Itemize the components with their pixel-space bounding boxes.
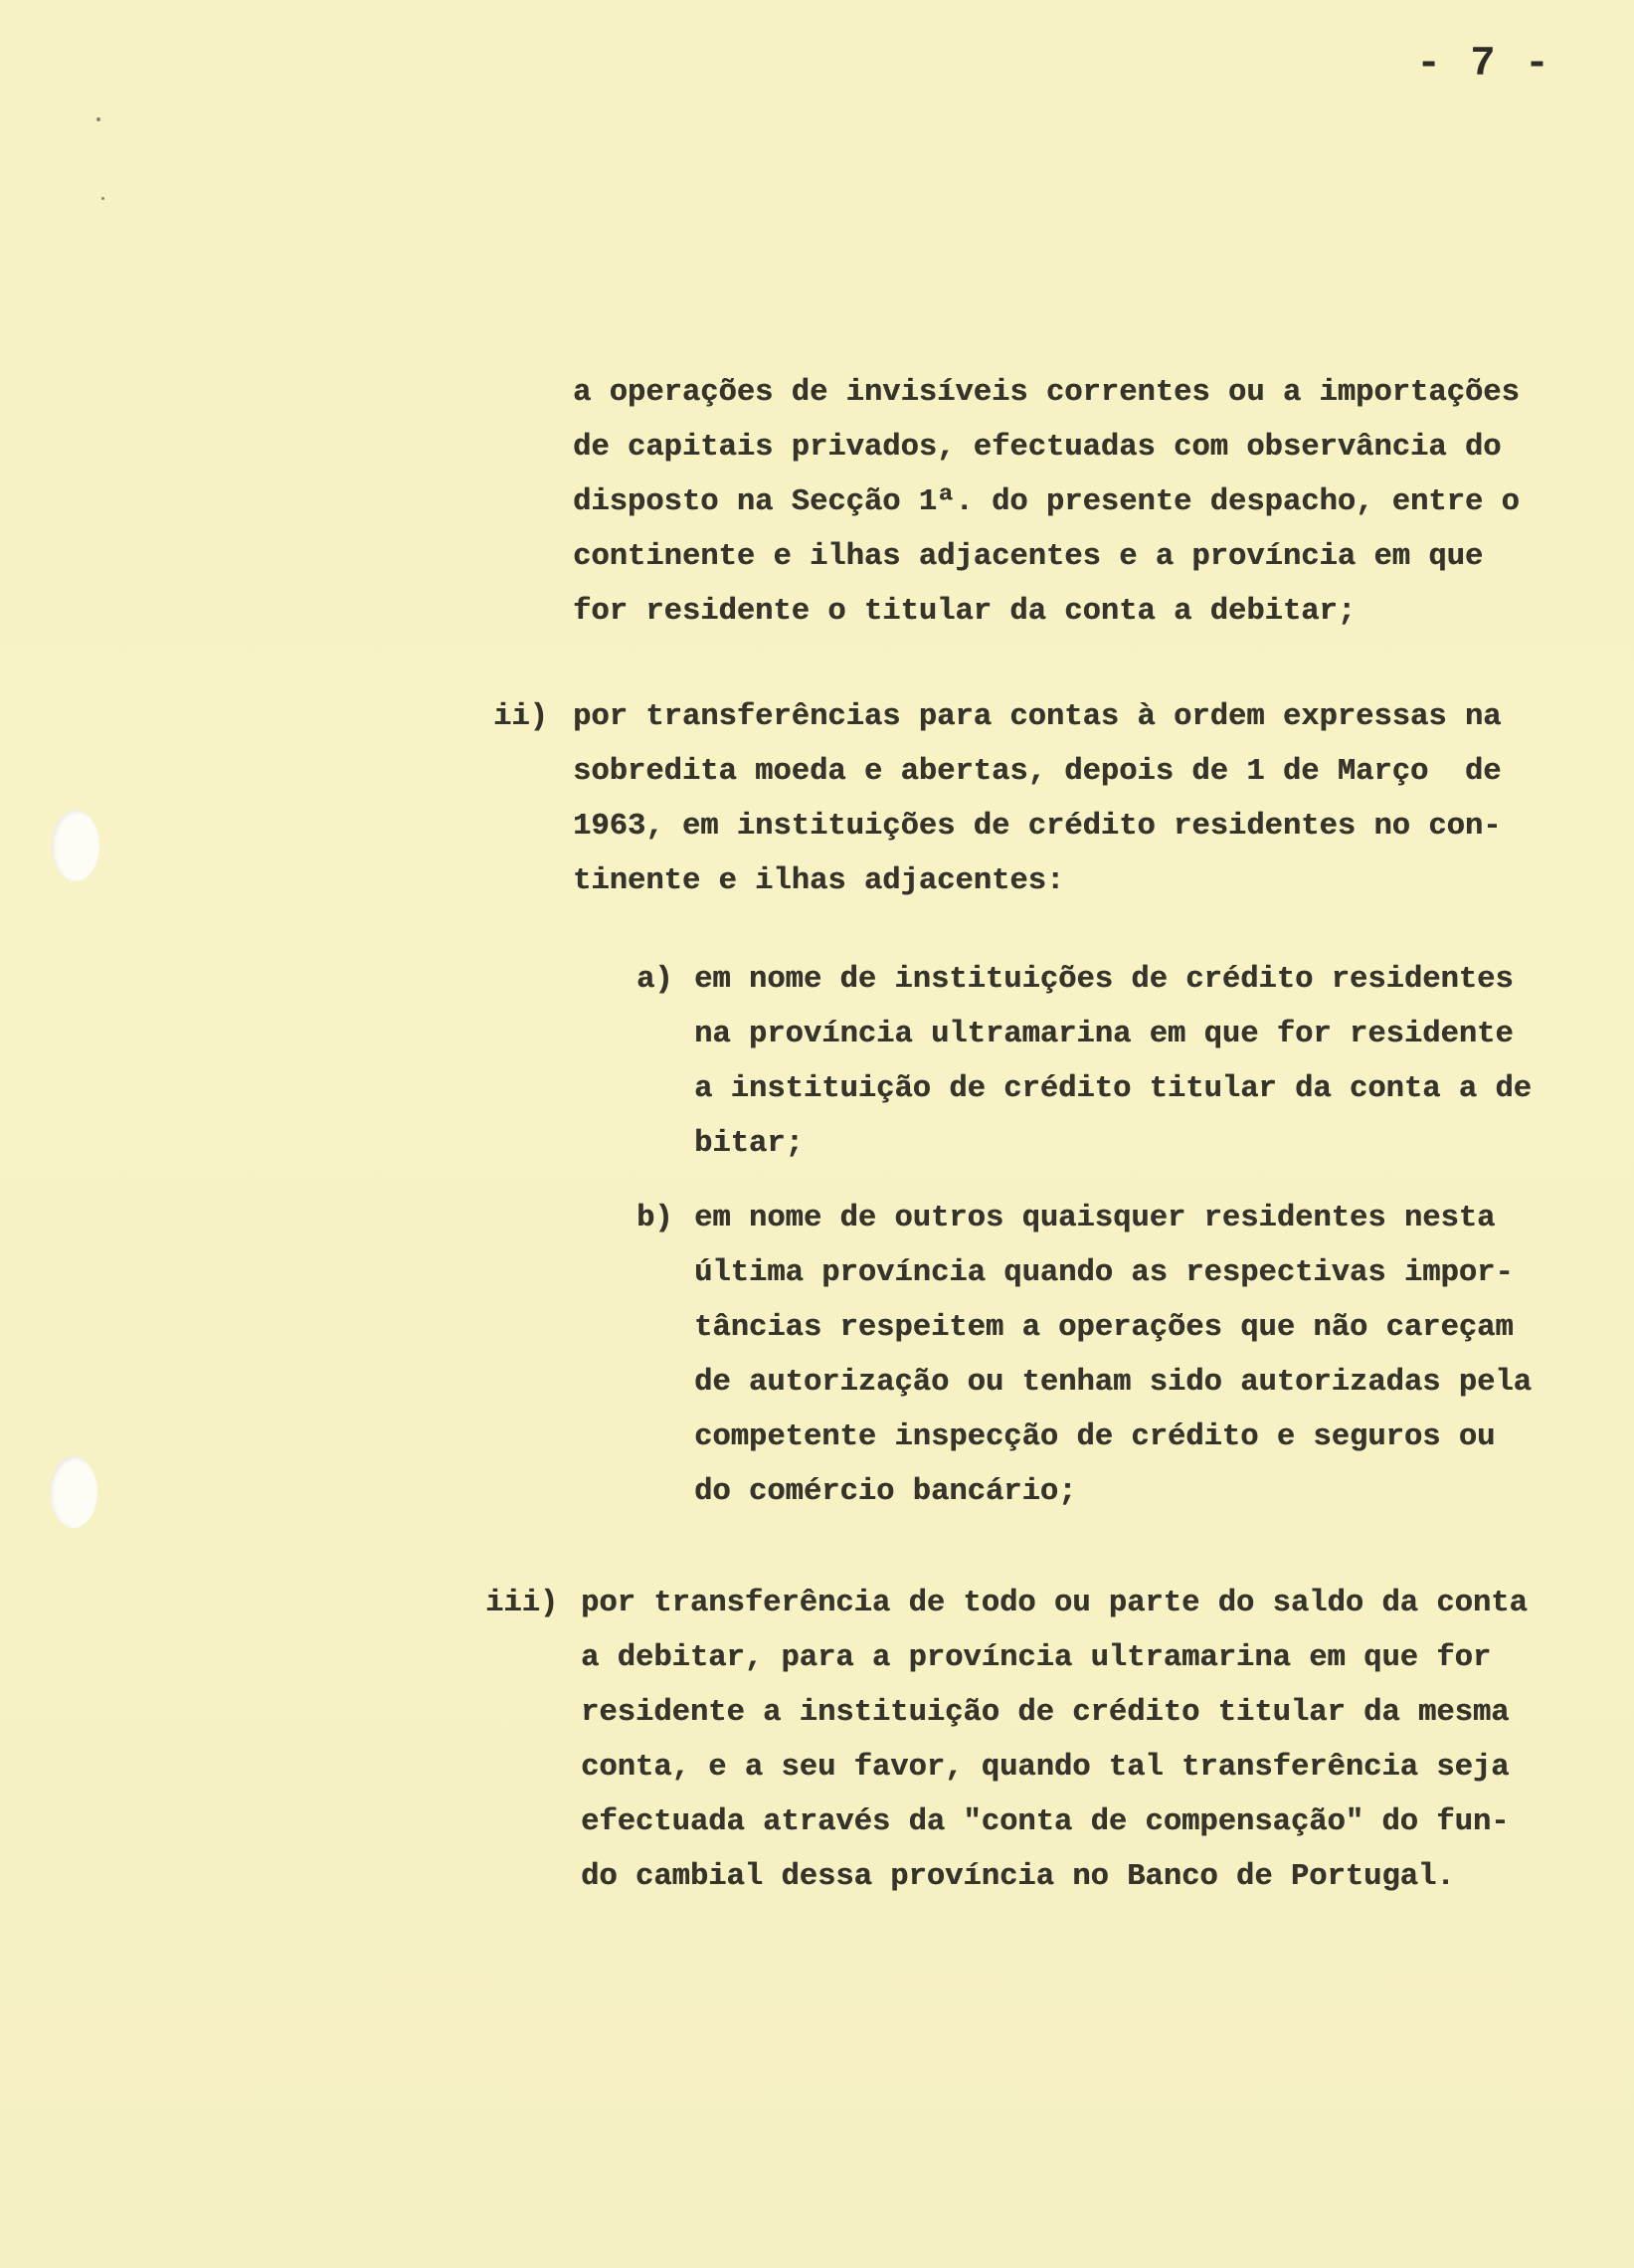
- text-line: efectuada através da "conta de compensação" do fun-: [581, 1805, 1510, 1839]
- text-line: a debitar, para a província ultramarina em que for: [581, 1641, 1492, 1675]
- intro-paragraph: [573, 366, 1520, 640]
- text-line: disposto na Secção 1ª. do presente despacho, entre o: [573, 485, 1520, 519]
- text-line: conta, e a seu favor, quando tal transferência seja: [581, 1751, 1510, 1785]
- item-marker-a: a): [636, 963, 673, 997]
- paper-speck: [96, 117, 100, 121]
- text-line: bitar;: [694, 1127, 804, 1161]
- text-line: por transferências para contas à ordem expressas na: [573, 700, 1502, 734]
- item-ii-paragraph: [573, 690, 1501, 909]
- text-line: a operações de invisíveis correntes ou a importações: [573, 376, 1520, 410]
- text-line: 1963, em instituições de crédito residentes no con-: [573, 810, 1502, 844]
- text-line: de capitais privados, efectuadas com observância do: [573, 431, 1502, 465]
- text-line: tâncias respeitem a operações que não careçam: [694, 1311, 1514, 1345]
- text-line: por transferência de todo ou parte do saldo da conta: [581, 1587, 1528, 1620]
- item-marker-b: b): [636, 1202, 673, 1235]
- text-line: competente inspecção de crédito e seguros ou: [694, 1420, 1496, 1454]
- text-line: a instituição de crédito titular da conta a de: [694, 1072, 1532, 1106]
- paper-speck: [101, 197, 104, 200]
- item-b-paragraph: [694, 1192, 1532, 1520]
- item-a-paragraph: [694, 953, 1532, 1172]
- text-line: for residente o titular da conta a debitar;: [573, 595, 1357, 629]
- text-line: em nome de instituições de crédito residentes: [694, 963, 1514, 997]
- punch-hole: [50, 1456, 97, 1528]
- text-line: do cambial dessa província no Banco de Portugal.: [581, 1860, 1455, 1894]
- text-line: continente e ilhas adjacentes e a província em que: [573, 540, 1484, 574]
- punch-hole: [52, 810, 99, 881]
- text-line: última província quando as respectivas impor-: [694, 1256, 1514, 1290]
- text-line: sobredita moeda e abertas, depois de 1 de Março de: [573, 755, 1502, 789]
- item-iii-paragraph: [581, 1577, 1528, 1905]
- item-marker-iii: iii): [485, 1587, 559, 1620]
- text-line: de autorização ou tenham sido autorizadas pela: [694, 1366, 1532, 1400]
- text-line: residente a instituição de crédito titular da mesma: [581, 1696, 1510, 1730]
- item-marker-ii: ii): [493, 700, 548, 734]
- text-line: do comércio bancário;: [694, 1475, 1077, 1509]
- page-number: - 7 -: [1416, 40, 1552, 88]
- text-line: tinente e ilhas adjacentes:: [573, 864, 1065, 898]
- text-line: na província ultramarina em que for residente: [694, 1018, 1514, 1051]
- text-line: em nome de outros quaisquer residentes nesta: [694, 1202, 1496, 1235]
